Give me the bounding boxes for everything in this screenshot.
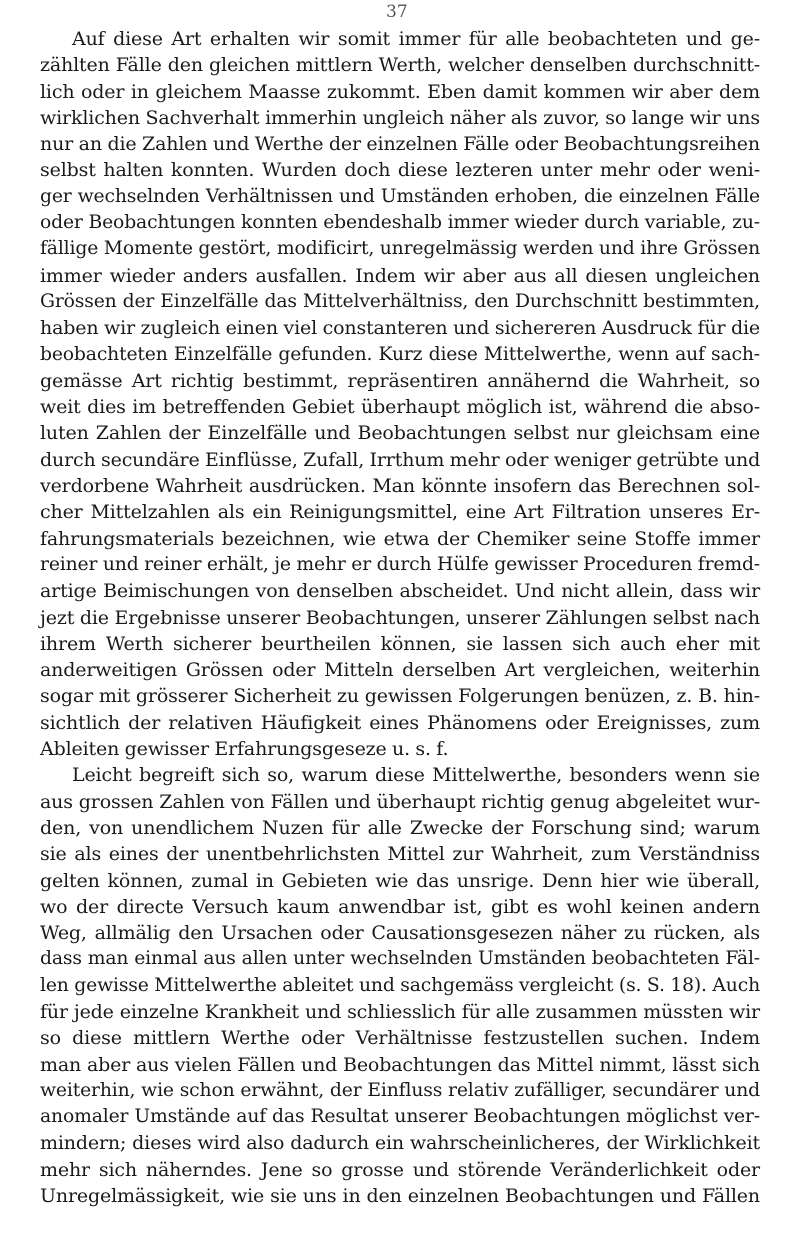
text-line: zählten Fälle den gleichen mittlern Werth, welcher denselben durchschnitt- (40, 54, 760, 77)
text-line: verdorbene Wahrheit ausdrücken. Man könnte insofern das Berechnen sol- (40, 475, 760, 498)
text-line: len gewisse Mittelwerthe ableitet und sachgemäss vergleicht (s. S. 18). Auch (40, 974, 760, 996)
text-line: cher Mittelzahlen als ein Reinigungsmittel, eine Art Filtration unseres Er- (40, 501, 760, 524)
body-text (40, 26, 760, 1209)
text-line: Auf diese Art erhalten wir somit immer für alle beobachteten und ge- (72, 28, 760, 50)
text-line: man aber aus vielen Fällen und Beobachtungen das Mittel nimmt, lässt sich (40, 1053, 760, 1076)
text-line: anomaler Umstände auf das Resultat unserer Beobachtungen möglichst ver- (40, 1106, 760, 1128)
text-line: ger wechselnden Verhältnissen und Umständen erhoben, die einzelnen Fälle (40, 185, 760, 207)
text-line: mindern; dieses wird also dadurch ein wahrscheinlicheres, der Wirklichkeit (40, 1132, 760, 1155)
text-line: artige Beimischungen von denselben abscheidet. Und nicht allein, dass wir (40, 580, 760, 603)
text-line: fahrungsmaterials bezeichnen, wie etwa der Chemiker seine Stoffe immer (40, 527, 760, 550)
text-line: gemässe Art richtig bestimmt, repräsentiren annähernd die Wahrheit, so (40, 369, 760, 392)
text-line: lich oder in gleichem Maasse zukommt. Eben damit kommen wir aber dem (40, 80, 760, 103)
text-line: haben wir zugleich einen viel constanteren und sichereren Ausdruck für die (40, 317, 760, 340)
text-line: Grössen der Einzelfälle das Mittelverhältniss, den Durchschnitt bestimmten, (40, 290, 760, 312)
text-line: mehr sich näherndes. Jene so grosse und störende Veränderlichkeit oder (40, 1158, 760, 1181)
text-line: Leicht begreift sich so, warum diese Mittelwerthe, besonders wenn sie (72, 764, 760, 787)
text-line: immer wieder anders ausfallen. Indem wir aber aus all diesen ungleichen (40, 264, 760, 287)
page-number: 37 (386, 2, 408, 22)
text-line: für jede einzelne Krankheit und schliesslich für alle zusammen müssten wir (40, 1000, 760, 1023)
text-line: Unregelmässigkeit, wie sie uns in den einzelnen Beobachtungen und Fällen (40, 1185, 760, 1208)
text-line: nur an die Zahlen und Werthe der einzelnen Fälle oder Beobachtungsreihen (40, 133, 760, 156)
text-line: wo der directe Versuch kaum anwendbar ist, gibt es wohl keinen andern (40, 895, 760, 918)
text-line: reiner und reiner erhält, je mehr er durch Hülfe gewisser Proceduren fremd- (40, 553, 760, 575)
text-line: aus grossen Zahlen von Fällen und überhaupt richtig genug abgeleitet wur- (40, 790, 760, 813)
text-line: fällige Momente gestört, modificirt, unregelmässig werden und ihre Grössen (40, 238, 760, 260)
text-line: sogar mit grösserer Sicherheit zu gewissen Folgerungen benüzen, z. B. hin- (40, 685, 760, 708)
text-line: weiterhin, wie schon erwähnt, der Einfluss relativ zufälliger, secundärer und (40, 1079, 760, 1101)
text-line: beobachteten Einzelfälle gefunden. Kurz diese Mittelwerthe, wenn auf sach- (40, 343, 760, 365)
text-line: anderweitigen Grössen oder Mitteln derselben Art vergleichen, weiterhin (40, 659, 760, 682)
text-line: durch secundäre Einflüsse, Zufall, Irrthum mehr oder weniger getrübte und (40, 448, 761, 471)
text-line: Ableiten gewisser Erfahrungsgeseze u. s. f. (40, 738, 449, 761)
text-line: sie als eines der unentbehrlichsten Mittel zur Wahrheit, zum Verständniss (40, 843, 760, 866)
text-line: so diese mittlern Werthe oder Verhältnisse festzustellen suchen. Indem (40, 1027, 760, 1050)
text-line: ihrem Werth sicherer beurtheilen können, sie lassen sich auch eher mit (40, 632, 760, 655)
text-line: den, von unendlichem Nuzen für alle Zwecke der Forschung sind; warum (40, 816, 760, 839)
text-line: Weg, allmälig den Ursachen oder Causationsgesezen näher zu rücken, als (40, 922, 760, 945)
text-line: selbst halten konnten. Wurden doch diese lezteren unter mehr oder weni- (40, 159, 760, 182)
text-line: gelten können, zumal in Gebieten wie das unsrige. Denn hier wie überall, (40, 869, 760, 892)
text-line: dass man einmal aus allen unter wechselnden Umständen beobachteten Fäl- (40, 948, 760, 970)
text-line: jezt die Ergebnisse unserer Beobachtungen, unserer Zählungen selbst nach (40, 606, 760, 629)
text-line: weit dies im betreffenden Gebiet überhaupt möglich ist, während die abso- (40, 396, 760, 419)
text-line: luten Zahlen der Einzelfälle und Beobachtungen selbst nur gleichsam eine (40, 422, 760, 445)
text-line: wirklichen Sachverhalt immerhin ungleich näher als zuvor, so lange wir uns (40, 106, 760, 129)
text-line: oder Beobachtungen konnten ebendeshalb immer wieder durch variable, zu- (40, 212, 760, 234)
text-line: sichtlich der relativen Häufigkeit eines Phänomens oder Ereignisses, zum (40, 711, 760, 734)
